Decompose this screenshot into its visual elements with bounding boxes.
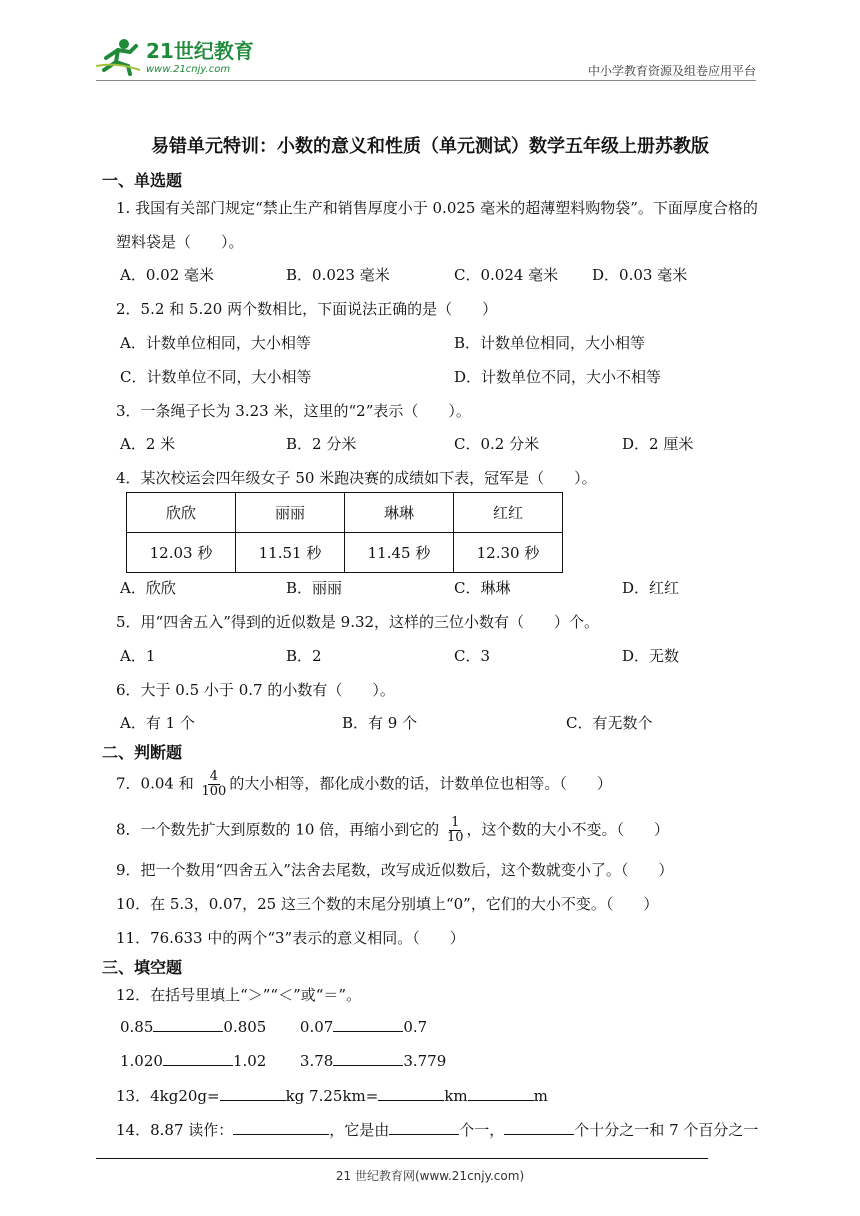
q2-option-c: C．计数单位不同，大小相等 (120, 368, 312, 386)
q1-option-d: D．0.03 毫米 (592, 266, 688, 284)
runner-logo-icon (96, 39, 140, 74)
platform-name: 中小学教育资源及组卷应用平台 (587, 64, 756, 78)
answer-blank[interactable] (468, 1086, 534, 1101)
q13-part: km (444, 1087, 468, 1105)
compare-value: 1.02 (232, 1052, 267, 1070)
q6-option-c: C．有无数个 (566, 714, 653, 732)
q13-part: kg 7.25km= (285, 1087, 379, 1105)
header-divider (96, 80, 756, 81)
q6-option-a: A．有 1 个 (120, 714, 195, 732)
q11-text: 11．76.633 中的两个“3”表示的意义相同。（ ） (116, 929, 465, 947)
q3-option-c: C．0.2 分米 (454, 435, 540, 453)
q10-text: 10．在 5.3，0.07，25 这三个数的末尾分别填上“0”，它们的大小不变。（ ） (116, 895, 659, 913)
q1-option-a: A．0.02 毫米 (120, 266, 214, 284)
table-row (127, 493, 563, 533)
q1-line1: 1. 我国有关部门规定“禁止生产和销售厚度小于 0.025 毫米的超薄塑料购物袋”。下面厚度合格的 (116, 199, 758, 217)
answer-blank[interactable] (389, 1120, 459, 1135)
table-row (127, 533, 563, 573)
q12-text: 12．在括号里填上“＞”“＜”或“＝”。 (116, 986, 362, 1004)
q7-fraction (202, 770, 227, 799)
q2-option-d: D．计数单位不同，大小不相等 (454, 368, 662, 386)
q2-option-b: B．计数单位相同，大小相等 (454, 334, 646, 352)
q5-option-a: A．1 (120, 647, 156, 665)
q14-part: 个一， (459, 1121, 505, 1139)
answer-blank[interactable] (504, 1120, 574, 1135)
section-single-choice: 一、单选题 (102, 171, 183, 190)
q8-fraction (447, 816, 464, 845)
table-cell: 红红 (454, 493, 563, 533)
answer-blank[interactable] (333, 1051, 403, 1066)
q3-option-a: A．2 米 (120, 435, 176, 453)
q12-row1 (120, 1017, 427, 1036)
compare-value: 0.85 (120, 1018, 154, 1036)
q12-row2 (120, 1051, 446, 1070)
q5-text: 5．用“四舍五入”得到的近似数是 9.32，这样的三位小数有（ ）个。 (116, 613, 600, 631)
q2-text: 2．5.2 和 5.20 两个数相比，下面说法正确的是（ ） (116, 300, 498, 318)
table-cell: 11.51 秒 (236, 533, 345, 573)
q3-option-b: B．2 分米 (286, 435, 357, 453)
compare-value: 3.779 (403, 1052, 447, 1070)
q7-post: 的大小相等，都化成小数的话，计数单位也相等。（ ） (229, 774, 612, 793)
race-results-table (126, 492, 563, 573)
q13-part: m (533, 1087, 548, 1105)
q5-option-b: B．2 (286, 647, 322, 665)
fraction-numerator: 4 (209, 769, 219, 784)
table-cell: 12.30 秒 (454, 533, 563, 573)
q13-text (116, 1085, 548, 1106)
q3-text: 3．一条绳子长为 3.23 米，这里的“2”表示（ ）。 (116, 402, 471, 420)
q8-post: ，这个数的大小不变。（ ） (466, 820, 670, 839)
compare-value: 0.7 (403, 1018, 428, 1036)
q4-option-b: B．丽丽 (286, 579, 343, 597)
answer-blank[interactable] (333, 1017, 403, 1032)
q8-text (116, 816, 669, 845)
q1-option-c: C．0.024 毫米 (454, 266, 559, 284)
q9-text: 9．把一个数用“四舍五入”法舍去尾数，改写成近似数后，这个数就变小了。（ ） (116, 861, 674, 879)
q6-option-b: B．有 9 个 (342, 714, 418, 732)
q1-line2: 塑料袋是（ ）。 (116, 233, 244, 251)
q4-option-d: D．红红 (622, 579, 680, 597)
fraction-denominator: 100 (201, 784, 227, 799)
q14-part: 个十分之一和 7 个百分之一 (574, 1121, 759, 1139)
section-true-false: 二、判断题 (102, 743, 183, 762)
q7-text (116, 770, 612, 799)
table-cell: 丽丽 (236, 493, 345, 533)
compare-value: 0.805 (223, 1018, 267, 1036)
section-fill-blank: 三、填空题 (102, 958, 183, 977)
q14-part: 14．8.87 读作： (116, 1121, 234, 1139)
fraction-denominator: 10 (446, 830, 464, 845)
table-cell: 琳琳 (345, 493, 454, 533)
compare-value: 0.07 (299, 1018, 334, 1036)
q14-part: ，它是由 (329, 1121, 390, 1139)
q14-text (116, 1119, 758, 1140)
answer-blank[interactable] (163, 1051, 233, 1066)
table-cell: 欣欣 (127, 493, 236, 533)
q7-pre: 7．0.04 和 (116, 774, 194, 793)
site-logo (96, 36, 266, 76)
compare-value: 1.020 (120, 1052, 163, 1070)
q2-option-a: A．计数单位相同，大小相等 (120, 334, 311, 352)
fraction-numerator: 1 (451, 815, 460, 830)
q5-option-c: C．3 (454, 647, 491, 665)
q6-text: 6．大于 0.5 小于 0.7 的小数有（ ）。 (116, 681, 395, 699)
q13-part: 13．4kg20g= (116, 1087, 220, 1105)
footer-divider (96, 1158, 708, 1159)
q4-option-c: C．琳琳 (454, 579, 511, 597)
q1-option-b: B．0.023 毫米 (286, 266, 390, 284)
logo-url: www.21cnjy.com (146, 64, 231, 75)
page-title: 易错单元特训：小数的意义和性质（单元测试）数学五年级上册苏教版 (151, 136, 709, 157)
q4-text: 4．某次校运会四年级女子 50 米跑决赛的成绩如下表，冠军是（ ）。 (116, 469, 597, 487)
q5-option-d: D．无数 (622, 647, 680, 665)
footer-text: 21 世纪教育网(www.21cnjy.com) (335, 1169, 525, 1183)
table-cell: 11.45 秒 (345, 533, 454, 573)
table-cell: 12.03 秒 (127, 533, 236, 573)
logo-text: 21世纪教育 (146, 39, 254, 63)
q3-option-d: D．2 厘米 (622, 435, 694, 453)
answer-blank[interactable] (220, 1086, 286, 1101)
q4-option-a: A．欣欣 (120, 579, 176, 597)
answer-blank[interactable] (233, 1120, 329, 1135)
q8-pre: 8．一个数先扩大到原数的 10 倍，再缩小到它的 (116, 820, 440, 839)
answer-blank[interactable] (378, 1086, 444, 1101)
answer-blank[interactable] (153, 1017, 223, 1032)
compare-value: 3.78 (299, 1052, 334, 1070)
